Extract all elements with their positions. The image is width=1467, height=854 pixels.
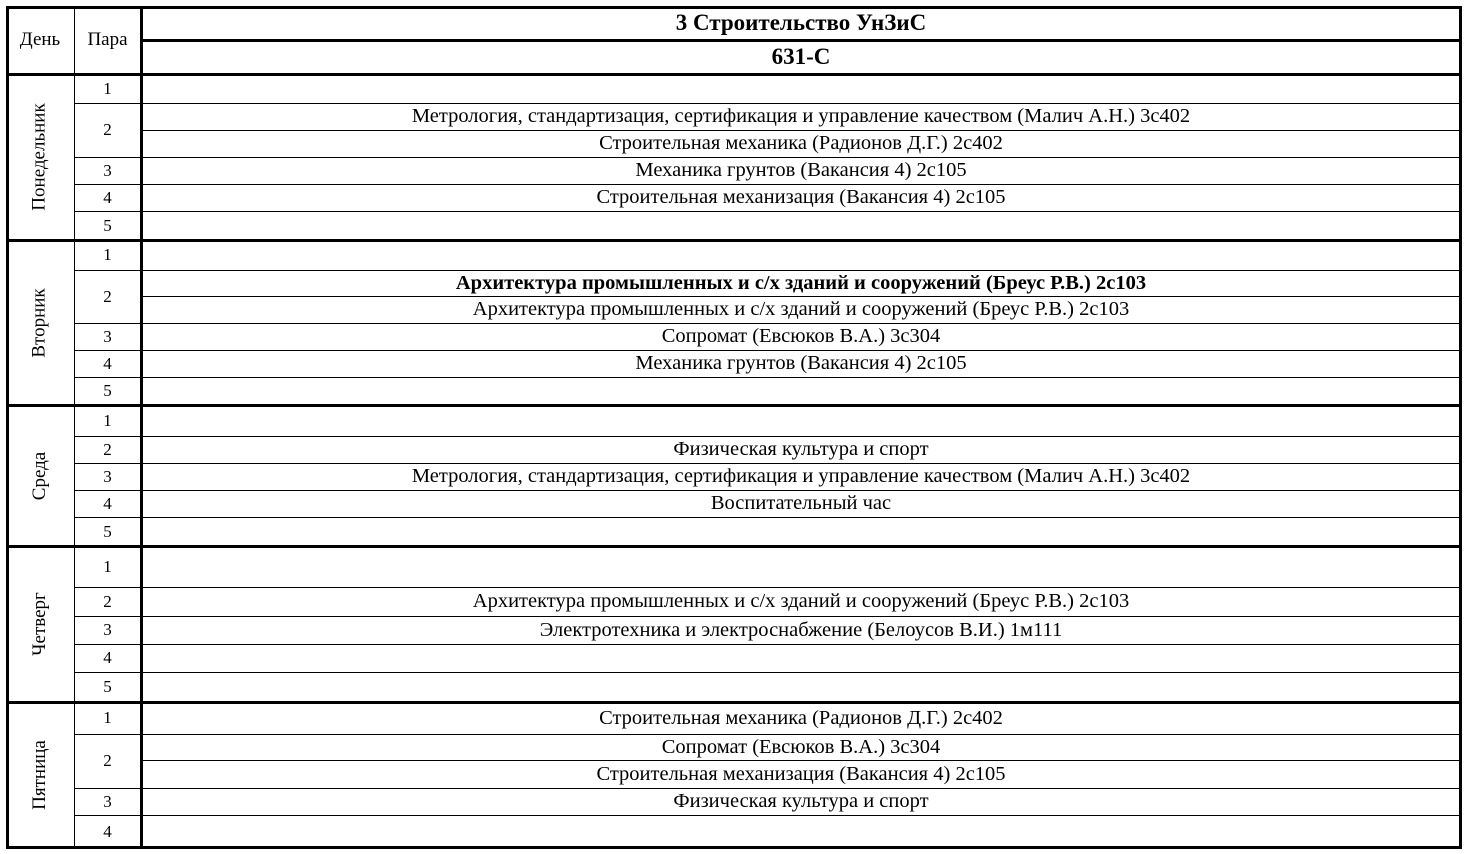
pair-number: 5 [103,677,112,696]
lesson-cell: Строительная механизация (Вакансия 4) 2с105 [596,186,1006,208]
pair-number: 3 [103,326,112,346]
pair-number: 2 [103,286,112,306]
day-column-header: День [19,29,61,50]
lesson-cell: Механика грунтов (Вакансия 4) 2с105 [635,159,967,181]
pair-divider [74,436,1461,437]
lesson-cell: Метрология, стандартизация, сертификация и управление качеством (Малич А.Н.) 3с402 [411,465,1191,487]
pair-divider [74,184,1461,185]
day-label [6,240,74,405]
pair-number: 1 [103,708,112,727]
pair-number: 4 [103,648,112,667]
lesson-cell: Архитектура промышленных и с/х зданий и сооружений (Бреус Р.В.) 2с103 [472,298,1130,320]
day-label [6,405,74,546]
pair-number: 5 [103,521,112,541]
pair-number: 2 [103,751,112,770]
day-column-divider [74,6,75,848]
pair-divider [74,350,1461,351]
lesson-cell: Строительная механика (Радионов Д.Г.) 2с402 [599,132,1003,154]
pair-number: 3 [103,620,112,639]
group-name: 631-С [771,44,831,69]
pair-number: 1 [103,556,112,576]
pair-number: 3 [103,791,112,811]
pair-divider [74,323,1461,324]
pair-divider [74,490,1461,491]
lesson-cell: Физическая культура и спорт [673,790,929,812]
header-divider [141,39,1461,42]
lesson-cell: Сопромат (Евсюков В.А.) 3с304 [661,325,941,347]
pair-divider [74,644,1461,645]
pair-number: 1 [103,245,112,264]
lesson-cell [141,377,1461,405]
day-name: Понедельник [29,103,51,211]
pair-number: 5 [103,381,112,400]
lesson-cell [141,211,1461,240]
lesson-cell: Архитектура промышленных и с/х зданий и сооружений (Бреус Р.В.) 2с103 [472,590,1130,612]
pair-divider [74,587,1461,588]
lesson-cell: Строительная механика (Радионов Д.Г.) 2с402 [599,706,1003,729]
day-name: Пятница [29,740,51,810]
lesson-cell [141,644,1461,672]
lesson-cell: Механика грунтов (Вакансия 4) 2с105 [635,352,967,374]
pair-divider [74,157,1461,158]
day-label [6,74,74,240]
lesson-cell: Метрология, стандартизация, сертификация и управление качеством (Малич А.Н.) 3с402 [411,105,1191,127]
pair-number: 2 [103,120,112,139]
lesson-divider [141,130,1461,131]
pair-number: 3 [103,466,112,486]
lesson-cell: Воспитательный час [710,492,892,514]
lesson-cell [141,74,1461,103]
lesson-cell [141,815,1461,848]
pair-column-header: Пара [87,29,128,50]
schedule-title: 3 Строительство УнЗиС [675,10,927,35]
pair-number: 2 [103,439,112,459]
pair-divider [74,616,1461,617]
day-name: Четверг [28,592,50,656]
pair-divider [74,103,1461,104]
pair-divider [74,517,1461,518]
day-divider [6,404,1461,407]
lesson-divider [141,296,1461,297]
lesson-cell: Архитектура промышленных и с/х зданий и сооружений (Бреус Р.В.) 2с103 [455,271,1147,294]
pair-number: 1 [103,410,112,430]
day-label [6,702,74,848]
day-label [6,546,74,702]
pair-number: 1 [103,78,112,98]
pair-divider [74,211,1461,212]
lesson-divider [141,760,1461,761]
header-bottom-border [6,73,1461,76]
pair-divider [74,463,1461,464]
day-divider [6,701,1461,704]
day-divider [6,239,1461,242]
pair-divider [74,377,1461,378]
pair-number: 4 [103,821,112,841]
lesson-cell: Физическая культура и спорт [673,438,929,460]
pair-number: 4 [103,187,112,207]
pair-divider [74,672,1461,673]
schedule-table [6,6,1462,849]
pair-number: 5 [103,215,112,235]
lesson-cell [141,546,1461,587]
day-name: Среда [29,451,50,500]
pair-column-divider [140,6,143,848]
lesson-cell [141,672,1461,702]
pair-divider [74,270,1461,271]
lesson-cell [141,517,1461,546]
pair-divider [74,734,1461,735]
pair-divider [74,815,1461,816]
day-divider [6,545,1461,548]
lesson-cell [141,405,1461,436]
lesson-cell: Сопромат (Евсюков В.А.) 3с304 [661,735,941,758]
pair-number: 4 [103,353,112,373]
lesson-cell [141,240,1461,270]
pair-divider [74,788,1461,789]
lesson-cell: Строительная механизация (Вакансия 4) 2с105 [596,762,1006,785]
lesson-cell: Электротехника и электроснабжение (Белоусов В.И.) 1м111 [539,618,1063,641]
pair-number: 2 [103,591,112,611]
day-name: Вторник [29,287,51,358]
pair-number: 3 [103,160,112,180]
pair-number: 4 [103,493,112,513]
